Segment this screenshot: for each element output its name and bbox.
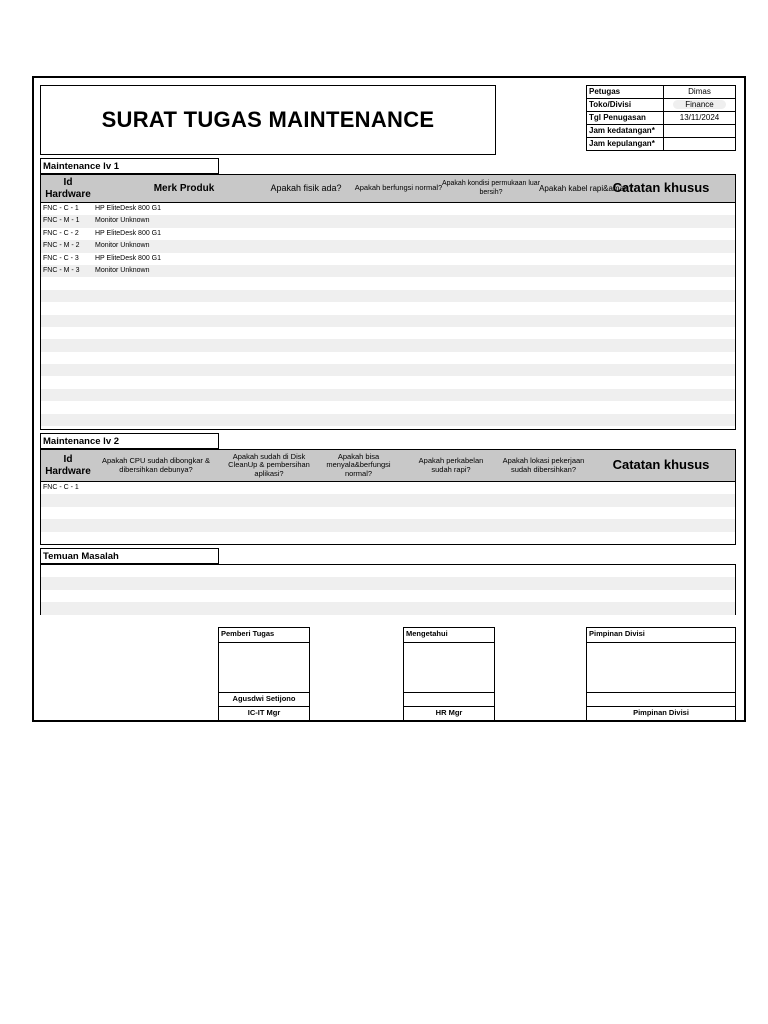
signature-heading: Pimpinan Divisi [586,627,736,643]
signature-name [403,692,495,707]
table-row [41,277,735,289]
lv2-header-lokasi: Apakah lokasi pekerjaan sudah dibersihkan? [502,455,585,474]
cell-id: FNC - M - 3 [43,266,80,274]
lv1-header-kabel: Apakah kabel rapi&aman? [539,183,633,193]
cell-merk: Monitor Unknown [95,266,150,274]
info-label: Petugas [587,86,664,99]
table-row [41,253,735,265]
table-row [41,228,735,240]
table-row [41,203,735,215]
cell-id: FNC - C - 3 [43,254,79,262]
section-label-temuan: Temuan Masalah [40,548,219,564]
info-row-kepulangan [587,138,736,151]
table-row [41,414,735,426]
title-box [40,85,496,155]
cell-merk: Monitor Unknown [95,217,150,225]
table-row [41,401,735,413]
lv1-header-catatan: Catatan khusus [612,180,710,196]
info-label: Tgl Penugasan [587,112,664,125]
lv1-header-fungsi: Apakah berfungsi normal? [354,183,443,193]
info-row-tanggal [587,112,736,125]
lv1-header-merk: Merk Produk [153,182,215,194]
cell-merk: HP EliteDesk 800 G1 [95,254,162,262]
lv2-header-kabel: Apakah perkabelan sudah rapi? [418,455,484,474]
signature-heading: Pemberi Tugas [218,627,310,643]
list-item [41,602,735,614]
lv1-header [40,174,736,203]
list-item [41,577,735,589]
table-row [41,494,735,506]
signature-heading: Mengetahui [403,627,495,643]
signature-box-pemberi [218,627,310,716]
signature-area [218,643,310,692]
cell-id: FNC - C - 1 [43,205,79,212]
lv2-header-cpu: Apakah CPU sudah dibongkar & dibersihkan debunya? [102,455,210,474]
page-title: SURAT TUGAS MAINTENANCE [101,107,435,132]
list-item [41,565,735,577]
info-value [664,138,736,151]
section-label-lv2: Maintenance lv 2 [40,433,219,449]
cell-merk: Monitor Unknown [95,242,150,250]
signature-area [403,643,495,692]
info-label: Toko/Divisi [587,99,664,112]
temuan-body [40,564,736,615]
info-value: Dimas [664,86,736,99]
table-row [41,519,735,531]
signature-box-pimpinan [586,627,736,716]
table-row [41,215,735,227]
table-row [41,290,735,302]
signature-name: Agusdwi Setijono [218,692,310,707]
table-row [41,265,735,277]
info-label: Jam kepulangan* [587,138,664,151]
table-row [41,376,735,388]
info-value: Finance [673,100,725,109]
lv1-table-body [40,203,736,430]
table-row [41,327,735,339]
info-value: 13/11/2024 [664,112,736,125]
signature-role: IC-IT Mgr [218,707,310,721]
section-label-lv1: Maintenance lv 1 [40,158,219,174]
table-row [41,389,735,401]
table-row [41,339,735,351]
info-value [664,125,736,138]
table-row [41,315,735,327]
lv2-header-catatan: Catatan khusus [612,457,710,473]
table-row [41,240,735,252]
signature-role: Pimpinan Divisi [586,707,736,721]
signature-box-mengetahui [403,627,495,716]
lv2-header [40,449,736,482]
info-row-kedatangan [587,125,736,138]
lv1-header-id: Id Hardware [45,177,91,200]
cell-id: FNC - M - 1 [43,217,80,225]
table-row [41,532,735,544]
lv2-header-cleanup: Apakah sudah di Disk CleanUp & pembersihan aplikasi? [228,451,310,478]
signature-area [586,643,736,692]
cell-merk: HP EliteDesk 800 G1 [95,229,162,237]
cell-id: FNC - C - 2 [43,229,79,237]
assignment-info-table [586,85,736,151]
table-row [41,352,735,364]
cell-id: FNC - C - 1 [43,484,79,491]
lv2-header-menyala: Apakah bisa menyala&berfungsi normal? [326,451,391,478]
table-row [41,507,735,519]
table-row [41,482,735,494]
signature-name [586,692,736,707]
cell-merk: HP EliteDesk 800 G1 [95,205,162,212]
lv1-header-kondisi: Apakah kondisi permukaan luar bersih? [441,180,541,196]
table-row [41,364,735,376]
info-row-petugas [587,86,736,99]
cell-id: FNC - M - 2 [43,242,80,250]
info-row-divisi [587,99,736,112]
lv1-header-fisik: Apakah fisik ada? [270,183,342,194]
signature-role: HR Mgr [403,707,495,721]
lv2-table-body [40,482,736,545]
lv2-header-id: Id Hardware [45,454,91,477]
list-item [41,590,735,602]
table-row [41,302,735,314]
info-label: Jam kedatangan* [587,125,664,138]
